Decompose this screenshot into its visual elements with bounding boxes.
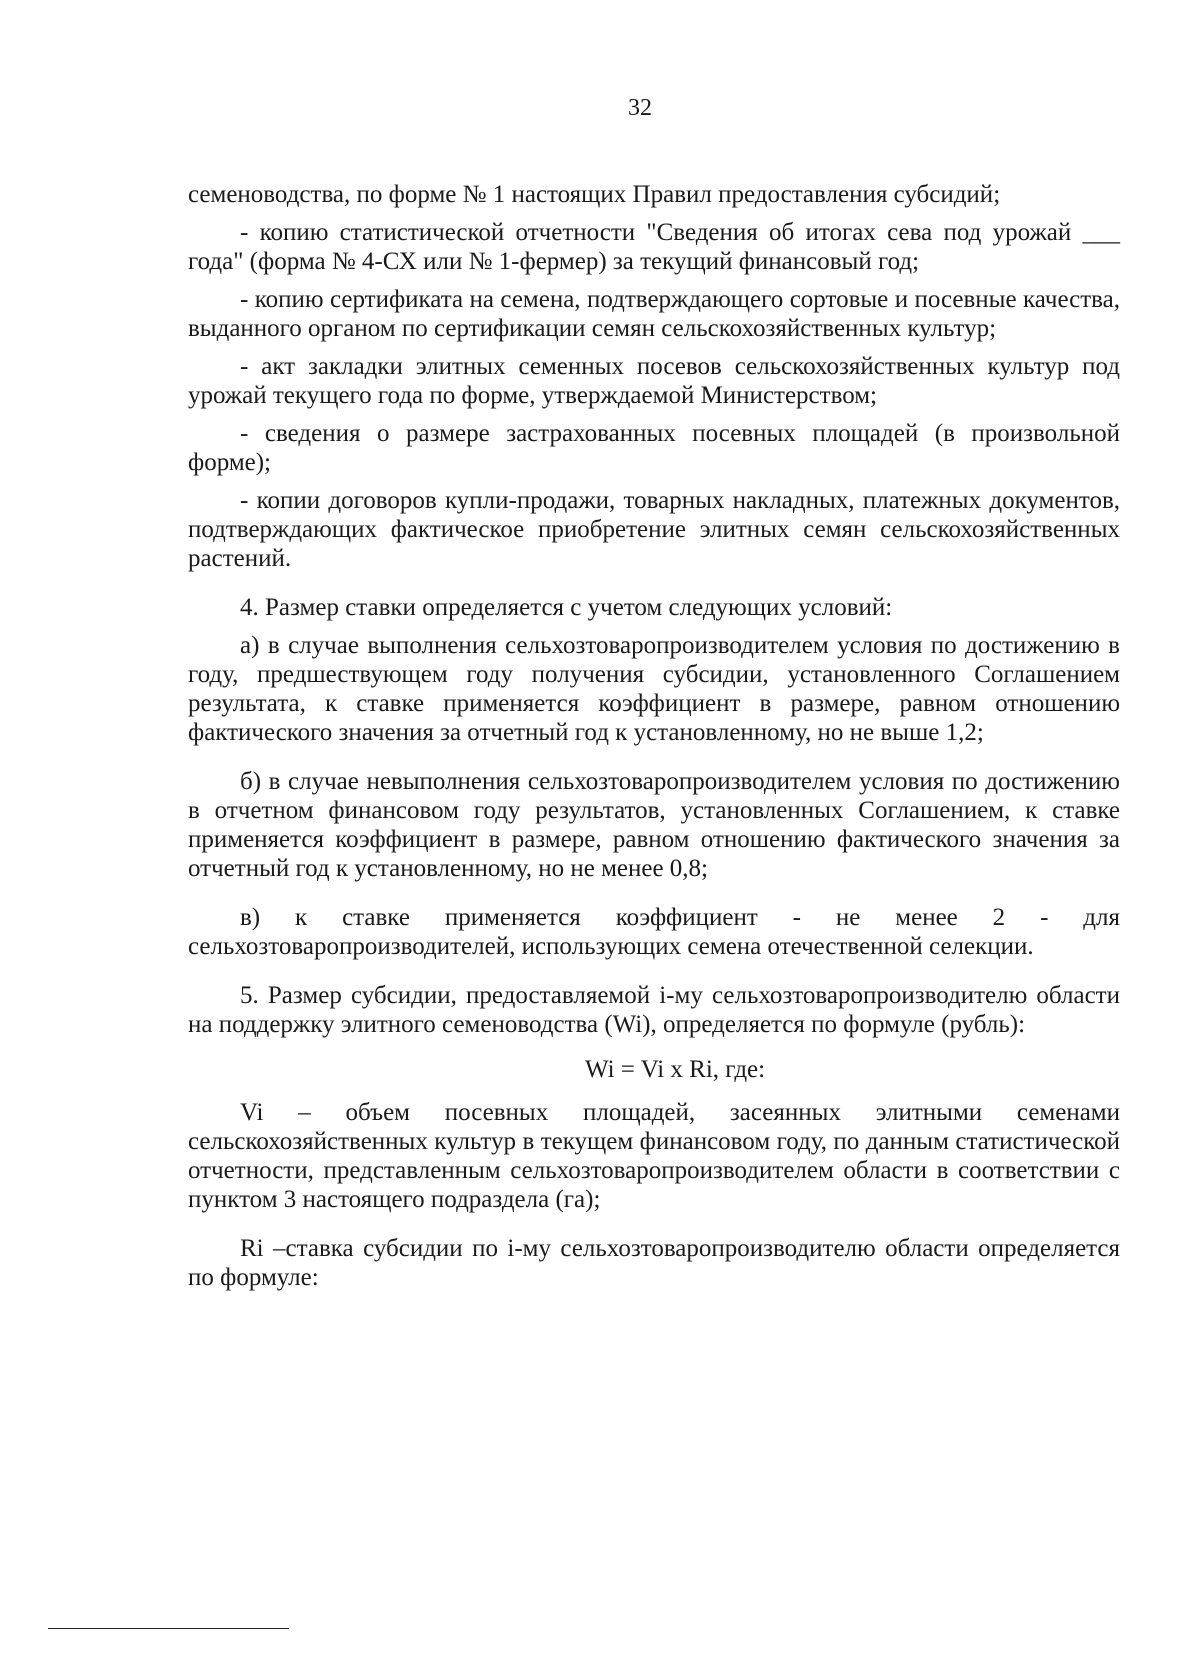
paragraph-certificate-copy: - копию сертификата на семена, подтверждающего сортовые и посевные качества, выданного органом по сертификации семян сельскохозяйственных культур; — [188, 286, 1120, 342]
paragraph-ri-definition: Ri –ставка субсидии по i-му сельхозтоваропроизводителю области определяется по формуле: — [188, 1235, 1120, 1291]
page-number: 32 — [628, 95, 652, 121]
paragraph-condition-b: б) в случае невыполнения сельхозтоваропроизводителем условия по достижению в отчетном финансовом году результатов, установленных Соглашением, к ставке применяется коэффициент в размере, равном отношению фактического значения за отчетный год к установленному, но не менее 0,8; — [188, 768, 1120, 882]
paragraph-planting-act: - акт закладки элитных семенных посевов сельскохозяйственных культур под урожай текущего года по форме, утверждаемой Министерством; — [188, 353, 1120, 409]
paragraph-statistics-copy: - копию статистической отчетности "Сведения об итогах сева под урожай ___ года" (форма № 4-СХ или № 1-фермер) за текущий финансовый год; — [188, 219, 1120, 275]
paragraph-insured-areas: - сведения о размере застрахованных посевных площадей (в произвольной форме); — [188, 420, 1120, 476]
paragraph-seed-form: семеноводства, по форме № 1 настоящих Правил предоставления субсидий; — [188, 181, 1001, 208]
document-body — [188, 180, 1120, 1292]
paragraph-vi-definition: Vi – объем посевных площадей, засеянных элитными семенами сельскохозяйственных культур в текущем финансовом году, по данным статистической отчетности, представленным сельхозтоваропроизводителем области в соответствии с пунктом 3 настоящего подраздела (га); — [188, 1099, 1120, 1213]
subsidy-formula: Wi = Vi x Ri, где: — [585, 1056, 766, 1083]
paragraph-rate-conditions: 4. Размер ставки определяется с учетом следующих условий: — [240, 594, 893, 621]
paragraph-contract-copies: - копии договоров купли-продажи, товарных накладных, платежных документов, подтверждающих фактическое приобретение элитных семян сельскохозяйственных растений. — [188, 487, 1120, 572]
paragraph-condition-v: в) к ставке применяется коэффициент - не менее 2 - для сельхозтоваропроизводителей, использующих семена отечественной селекции. — [188, 904, 1120, 960]
paragraph-condition-a: а) в случае выполнения сельхозтоваропроизводителем условия по достижению в году, предшествующем году получения субсидии, установленного Соглашением результата, к ставке применяется коэффициент в размере, равном отношению фактического значения за отчетный год к установленному, но не выше 1,2; — [188, 632, 1120, 746]
footnote-separator-line — [48, 1628, 289, 1629]
paragraph-subsidy-size: 5. Размер субсидии, предоставляемой i-му сельхозтоваропроизводителю области на поддержку элитного семеноводства (Wi), определяется по формуле (рубль): — [188, 982, 1120, 1038]
